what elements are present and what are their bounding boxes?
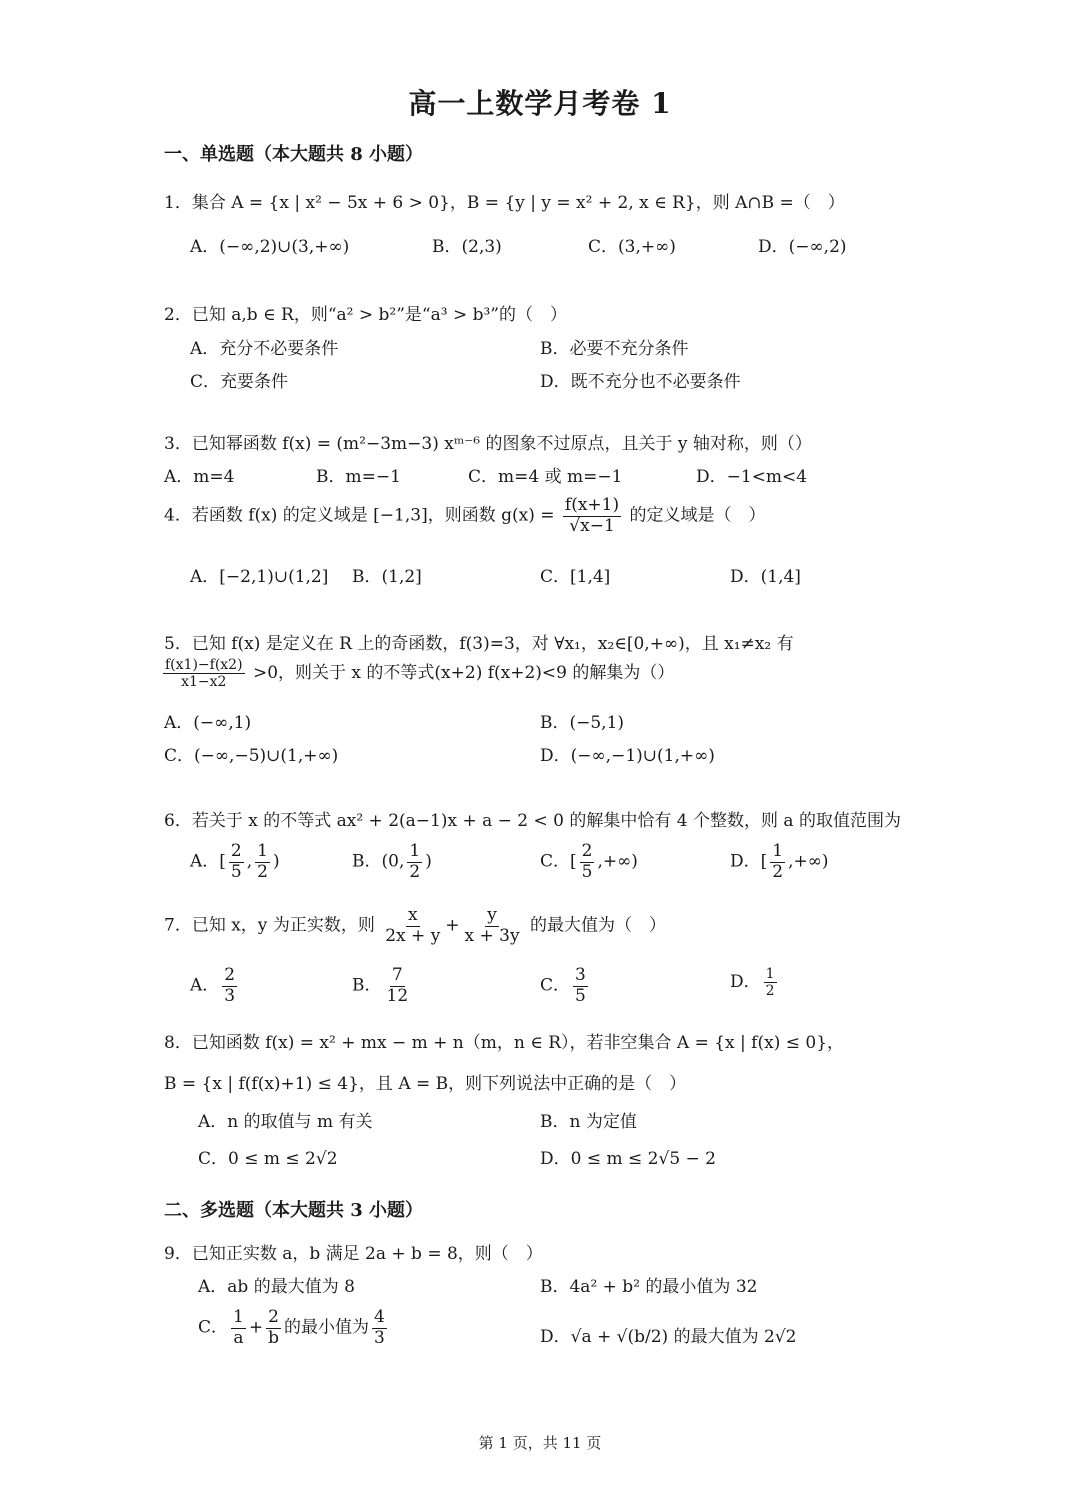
numerator: 2 bbox=[268, 1307, 279, 1327]
denominator: 2x + y bbox=[385, 925, 441, 946]
fraction bbox=[407, 842, 422, 882]
question-3-option-a: A．m=4 bbox=[164, 467, 235, 487]
question-9-stem: 9．已知正实数 a，b 满足 2a + b = 8，则（ ） bbox=[164, 1244, 543, 1264]
question-4-option-c: C．[1,4] bbox=[540, 567, 611, 587]
question-6-option-c-label: C． bbox=[540, 851, 571, 872]
numerator: 1 bbox=[409, 841, 421, 861]
question-6-option-d-label: D． bbox=[730, 851, 761, 872]
question-4-stem-post: 的定义域是（ ） bbox=[629, 505, 766, 526]
numerator: 7 bbox=[391, 965, 403, 985]
question-2-option-a: A．充分不必要条件 bbox=[190, 339, 339, 359]
question-4-fraction-denominator: √x−1 bbox=[569, 515, 615, 536]
denominator: 3 bbox=[373, 1327, 385, 1348]
question-4-option-b: B．(1,2] bbox=[352, 567, 422, 587]
fraction bbox=[222, 966, 237, 1006]
question-3-option-c: C．m=4 或 m=−1 bbox=[468, 467, 623, 487]
question-5-fraction-denominator: x1−x2 bbox=[181, 674, 227, 691]
question-2-option-c: C．充要条件 bbox=[190, 372, 289, 392]
numerator: 1 bbox=[772, 841, 784, 861]
question-5-option-b: B．(−5,1) bbox=[540, 713, 625, 733]
question-7-option-b-label: B． bbox=[352, 975, 382, 996]
numerator: 2 bbox=[581, 841, 593, 861]
question-5-option-d: D．(−∞,−1)∪(1,+∞) bbox=[540, 746, 715, 766]
page-footer: 第 1 页，共 11 页 bbox=[478, 1434, 602, 1452]
question-4-fraction-numerator: f(x+1) bbox=[564, 495, 620, 515]
question-7-stem-pre: 7．已知 x，y 为正实数，则 bbox=[164, 915, 375, 936]
question-6-option-b: B．(0, $\frac{1}{2}$ ) bbox=[352, 841, 432, 882]
question-8-line-2: B = {x | f(f(x)+1) ≤ 4}，且 A = B，则下列说法中正确的是（ ） bbox=[164, 1074, 687, 1094]
denominator: 12 bbox=[386, 985, 409, 1006]
question-4-stem bbox=[164, 496, 766, 536]
numerator: x bbox=[407, 905, 418, 925]
question-2-option-b: B．必要不充分条件 bbox=[540, 339, 689, 359]
denominator: a bbox=[233, 1327, 244, 1348]
question-1-stem: 1．集合 A = {x | x² − 5x + 6 > 0}，B = {y | y = x² + 2, x ∈ R}，则 A∩B =（ ） bbox=[164, 193, 845, 213]
question-5-fraction-numerator: f(x1)−f(x2) bbox=[165, 657, 243, 673]
question-8-option-d: D．0 ≤ m ≤ 2√5 − 2 bbox=[540, 1149, 717, 1169]
question-8-option-a: A．n 的取值与 m 有关 bbox=[198, 1112, 373, 1132]
question-4-option-a: A．[−2,1)∪(1,2] bbox=[190, 567, 329, 587]
denominator: 2 bbox=[409, 861, 421, 882]
fraction bbox=[385, 966, 411, 1006]
question-8-option-c: C．0 ≤ m ≤ 2√2 bbox=[198, 1149, 338, 1169]
denominator: 2 bbox=[772, 861, 784, 882]
question-3-option-b: B．m=−1 bbox=[316, 467, 401, 487]
fraction bbox=[229, 842, 244, 882]
numerator: 3 bbox=[575, 965, 586, 985]
question-6-option-a: A．[ $\frac{2}{5}$ , $\frac{1}{2}$ ) bbox=[190, 841, 280, 882]
question-7-option-a bbox=[190, 966, 240, 1006]
numerator: 2 bbox=[230, 841, 242, 861]
question-3-stem: 3．已知幂函数 f(x) = (m²−3m−3) xᵐ⁻⁶ 的图象不过原点，且关于 y 轴对称，则（） bbox=[164, 434, 812, 454]
question-7-stem-post: 的最大值为（ ） bbox=[530, 915, 667, 936]
question-4-fraction bbox=[563, 496, 621, 536]
question-4-stem-pre: 4．若函数 f(x) 的定义域是 [−1,3]，则函数 g(x) = bbox=[164, 505, 555, 526]
question-5-line-1: 5．已知 f(x) 是定义在 R 上的奇函数，f(3)=3，对 ∀x₁，x₂∈[0,+∞)，且 x₁≠x₂ 有 bbox=[164, 634, 794, 654]
question-7-stem: 7．已知 x，y 为正实数，则 $\frac{x}{2x + y}$ + $\frac{y}{x + 3y}$ 的最大值为（ ） bbox=[164, 905, 667, 946]
question-4-option-d: D．(1,4] bbox=[730, 567, 801, 587]
question-3-option-d: D．−1<m<4 bbox=[696, 467, 808, 487]
question-9-option-d-label: D． bbox=[540, 1327, 571, 1347]
question-5-fraction bbox=[163, 657, 245, 690]
question-9-option-c: C． $\frac{1}{a}$ + $\frac{2}{b}$ 的最小值为 $\frac{4}{3}$ bbox=[198, 1307, 385, 1348]
section-heading-single-choice: 一、单选题（本大题共 8 小题） bbox=[164, 144, 424, 165]
question-1-option-d: D．(−∞,2) bbox=[758, 237, 847, 257]
section-heading-multiple-choice: 二、多选题（本大题共 3 小题） bbox=[164, 1200, 424, 1221]
question-9-option-c-label: C． bbox=[198, 1317, 229, 1338]
question-9-option-c-text: 的最小值为 bbox=[283, 1317, 369, 1338]
numerator: 1 bbox=[765, 966, 775, 982]
question-7-option-d bbox=[730, 966, 780, 999]
question-7-option-c-label: C． bbox=[540, 975, 571, 996]
question-8-line-1: 8．已知函数 f(x) = x² + mx − m + n（m，n ∈ R），若非空集合 A = {x | f(x) ≤ 0}， bbox=[164, 1033, 845, 1053]
question-7-option-d-label: D． bbox=[730, 972, 761, 993]
fraction bbox=[573, 966, 588, 1006]
question-2-option-d: D．既不充分也不必要条件 bbox=[540, 372, 741, 392]
denominator: 5 bbox=[230, 861, 242, 882]
question-6-stem: 6．若关于 x 的不等式 ax² + 2(a−1)x + a − 2 < 0 的解集中恰有 4 个整数，则 a 的取值范围为 bbox=[164, 811, 901, 831]
fraction bbox=[580, 842, 595, 882]
denominator: x + 3y bbox=[464, 925, 520, 946]
question-1-option-b: B．(2,3) bbox=[432, 237, 502, 257]
fraction bbox=[372, 1308, 387, 1348]
denominator: b bbox=[268, 1327, 279, 1348]
question-8-option-b: B．n 为定值 bbox=[540, 1112, 637, 1132]
fraction bbox=[770, 842, 785, 882]
question-5-line-2-text: >0，则关于 x 的不等式(x+2) f(x+2)<9 的解集为（） bbox=[252, 663, 675, 684]
denominator: 2 bbox=[765, 983, 775, 1000]
question-1-option-c: C．(3,+∞) bbox=[588, 237, 676, 257]
fraction bbox=[764, 966, 777, 999]
question-9-option-b: B．4a² + b² 的最小值为 32 bbox=[540, 1277, 758, 1297]
question-6-option-d: D．[ $\frac{1}{2}$ ,+∞) bbox=[730, 841, 829, 882]
question-7-fraction-2 bbox=[463, 906, 522, 946]
fraction bbox=[266, 1308, 281, 1348]
numerator: y bbox=[487, 905, 497, 925]
question-6-option-a-label: A． bbox=[190, 851, 220, 872]
numerator: 1 bbox=[233, 1307, 244, 1327]
question-5-line-2 bbox=[160, 657, 674, 690]
question-7-option-c bbox=[540, 966, 591, 1006]
page-title: 高一上数学月考卷 1 bbox=[408, 87, 672, 120]
denominator: 5 bbox=[581, 861, 593, 882]
question-9-option-a: A．ab 的最大值为 8 bbox=[198, 1277, 355, 1297]
question-5-option-c: C．(−∞,−5)∪(1,+∞) bbox=[164, 746, 339, 766]
question-7-fraction-1 bbox=[383, 906, 442, 946]
fraction bbox=[231, 1308, 246, 1348]
numerator: 4 bbox=[373, 1307, 385, 1327]
question-7-option-a-label: A． bbox=[190, 975, 220, 996]
fraction bbox=[255, 842, 270, 882]
denominator: 2 bbox=[257, 861, 268, 882]
denominator: 5 bbox=[575, 985, 586, 1006]
question-2-stem: 2．已知 a,b ∈ R，则“a² > b²”是“a³ > b³”的（ ） bbox=[164, 305, 567, 325]
question-5-option-a: A．(−∞,1) bbox=[164, 713, 252, 733]
question-6-option-b-label: B． bbox=[352, 851, 382, 872]
question-1-option-a: A．(−∞,2)∪(3,+∞) bbox=[190, 237, 350, 257]
numerator: 2 bbox=[224, 965, 236, 985]
numerator: 1 bbox=[257, 841, 268, 861]
question-9-option-d-expression: √a + √(b/2) bbox=[570, 1327, 669, 1347]
question-7-option-b bbox=[352, 966, 413, 1006]
denominator: 3 bbox=[224, 985, 236, 1006]
question-9-option-d bbox=[540, 1322, 796, 1347]
question-9-option-d-text: 的最大值为 2√2 bbox=[673, 1327, 797, 1347]
question-6-option-c: C．[ $\frac{2}{5}$ ,+∞) bbox=[540, 841, 638, 882]
